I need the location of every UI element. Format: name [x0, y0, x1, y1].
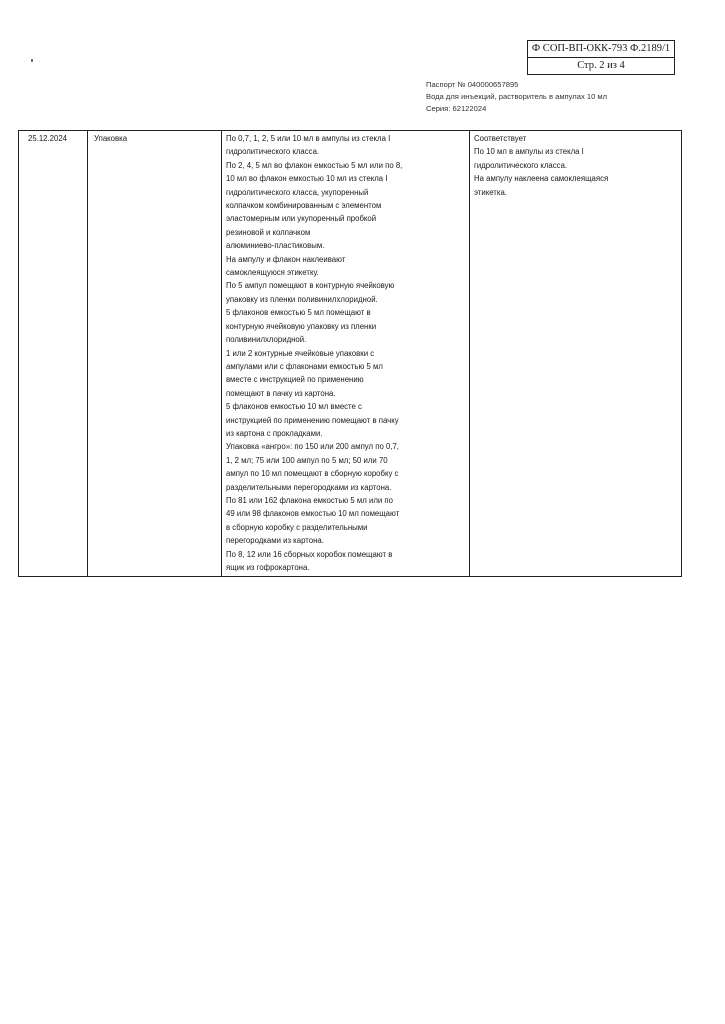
form-code-box	[527, 40, 675, 75]
requirement-line: вместе с инструкцией по применению	[226, 375, 364, 385]
indicator-cell	[88, 131, 222, 577]
requirement-line: 10 мл во флакон емкостью 10 мл из стекла I	[226, 174, 388, 184]
requirement-line: По 0,7, 1, 2, 5 или 10 мл в ампулы из стекла I	[226, 134, 391, 143]
requirement-line: ящик из гофрокартона.	[226, 563, 310, 572]
requirement-line: 5 флаконов емкостью 5 мл помещают в	[226, 308, 371, 318]
passport-number: Паспорт № 040000657895	[426, 80, 519, 89]
requirement-line: в сборную коробку с разделительными	[226, 522, 368, 532]
requirement-line: контурную ячейковую упаковку из пленки	[226, 321, 377, 331]
indicator-name: Упаковка	[94, 134, 128, 143]
requirement-line: резиновой и колпачком	[226, 227, 311, 237]
product-name: Вода для инъекций, растворитель в ампулах 10 мл	[426, 92, 608, 101]
requirement-line: По 2, 4, 5 мл во флакон емкостью 5 мл или по 8,	[226, 160, 403, 170]
requirement-line: инструкцией по применению помещают в пачку	[226, 415, 399, 425]
requirement-line: перегородками из картона.	[226, 536, 324, 546]
requirement-line: 1, 2 мл; 75 или 100 ампул по 5 мл; 50 или 70	[226, 455, 388, 465]
test-date: 25.12.2024	[28, 134, 68, 143]
page-indicator: Стр. 2 из 4	[528, 57, 674, 74]
requirement-line: 5 флаконов емкостью 10 мл вместе с	[226, 402, 362, 412]
table-row	[19, 131, 682, 577]
requirement-text	[226, 132, 466, 574]
requirement-line: По 8, 12 или 16 сборных коробок помещают в	[226, 549, 393, 559]
requirement-line: эластомерным или укупоренный пробкой	[226, 214, 377, 224]
requirement-line: 49 или 98 флаконов емкостью 10 мл помещают	[226, 509, 400, 519]
requirement-line: гидролитического класса.	[226, 147, 320, 157]
requirement-line: По 81 или 162 флакона емкостью 5 мл или по	[226, 495, 393, 505]
result-line: Соответствует	[474, 134, 527, 143]
requirement-line: поливинилхлоридной.	[226, 335, 307, 345]
result-line: гидролитического класса.	[474, 160, 568, 170]
form-code: Ф СОП-ВП-ОКК-793 Ф.2189/1	[531, 43, 671, 54]
result-line: На ампулу наклеена самоклеящаяся	[474, 174, 609, 184]
requirement-line: На ампулу и флакон наклеивают	[226, 254, 346, 264]
passport-info	[426, 79, 607, 115]
requirement-line: самоклеящуюся этикетку.	[226, 268, 319, 278]
requirement-line: колпачком комбинированным с элементом	[226, 201, 382, 211]
requirement-line: гидролитического класса, укупоренный	[226, 187, 369, 197]
date-cell	[19, 131, 88, 577]
result-text	[474, 132, 678, 199]
requirement-line: упаковку из пленки поливинилхлоридной.	[226, 294, 378, 304]
scan-speck	[31, 59, 33, 62]
result-line: По 10 мл в ампулы из стекла I	[474, 147, 584, 157]
requirement-line: из картона с прокладками.	[226, 428, 323, 438]
requirement-line: Упаковка «ангро»: по 150 или 200 ампул по 0,7,	[226, 442, 399, 452]
requirement-line: ампулами или с флаконами емкостью 5 мл	[226, 361, 383, 371]
analysis-table	[18, 130, 682, 577]
result-cell	[470, 131, 682, 577]
requirement-line: По 5 ампул помещают в контурную ячейковую	[226, 281, 395, 291]
requirement-line: разделительными перегородками из картона.	[226, 482, 392, 492]
series-number: Серия: 62122024	[426, 104, 487, 113]
requirement-line: помещают в пачку из картона.	[226, 388, 336, 398]
requirement-line: 1 или 2 контурные ячейковые упаковки с	[226, 348, 375, 358]
requirement-cell	[222, 131, 470, 577]
requirement-line: алюминиево-пластиковым.	[226, 241, 325, 251]
result-line: этикетка.	[474, 187, 507, 197]
requirement-line: ампул по 10 мл помещают в сборную коробку с	[226, 469, 399, 479]
